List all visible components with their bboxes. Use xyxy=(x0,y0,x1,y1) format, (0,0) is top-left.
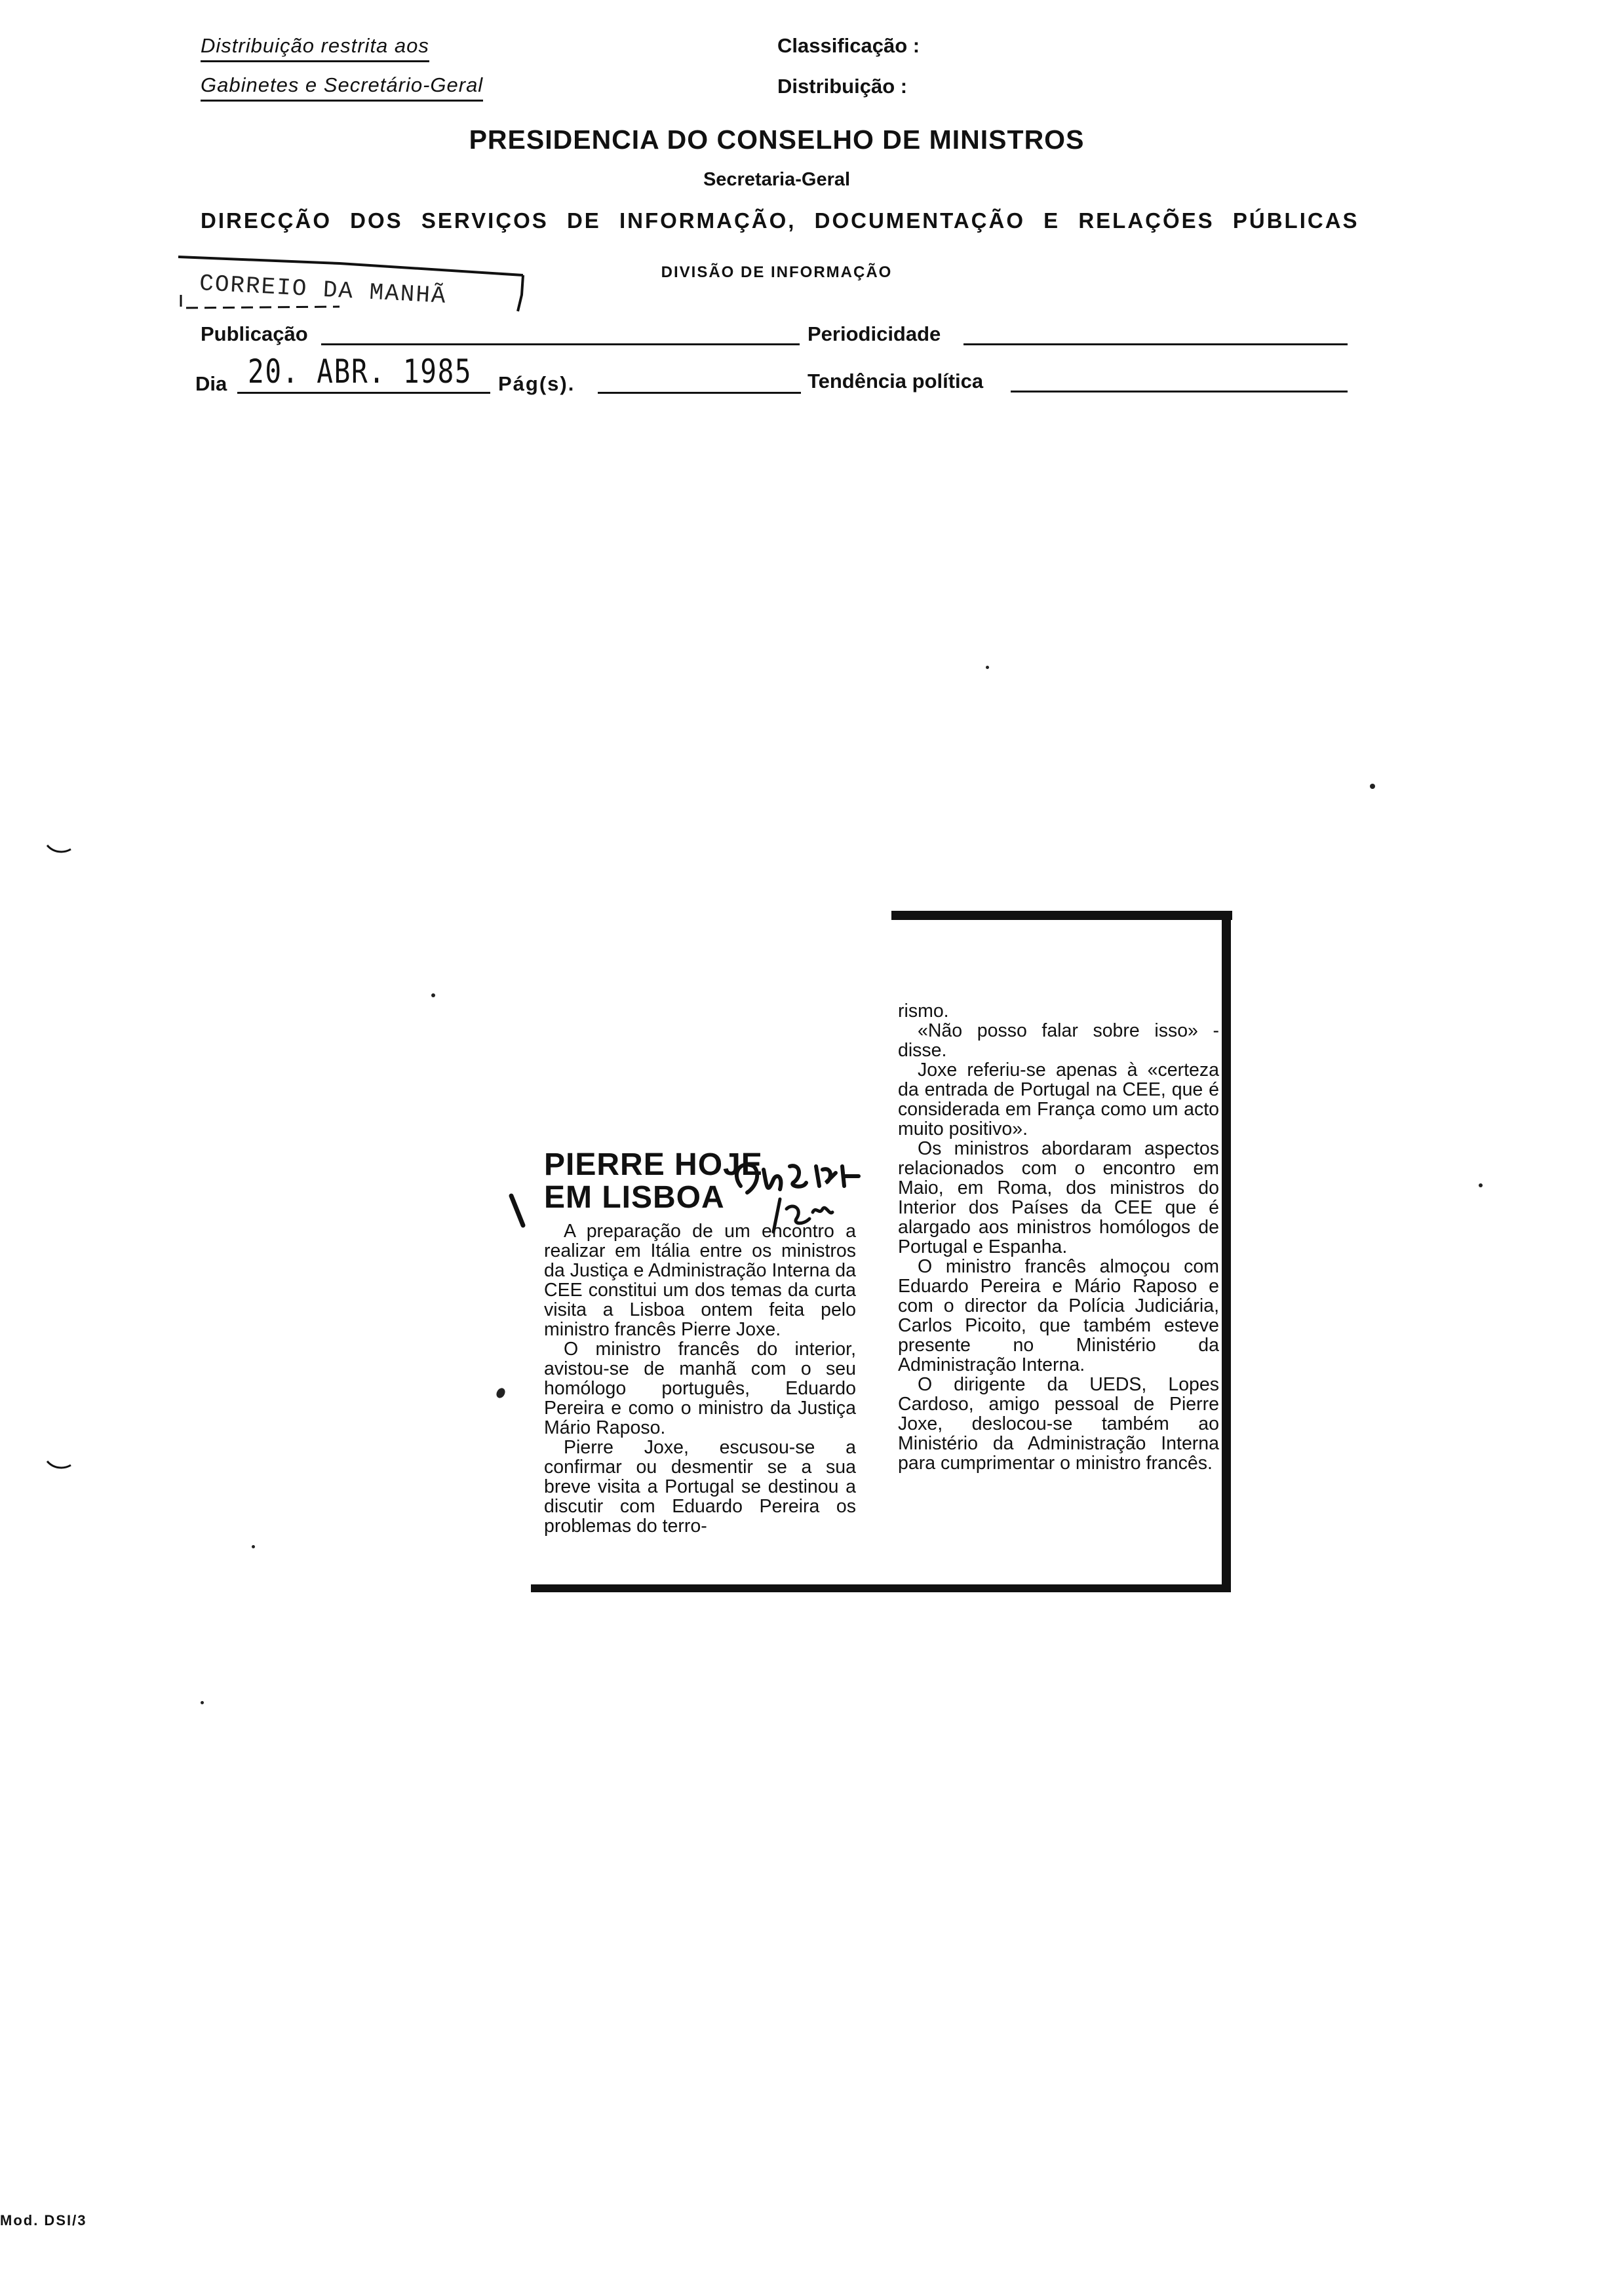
article-right-paragraph: O ministro francês almoçou com Eduardo Pereira e Mário Raposo e com o director da Polícia Judiciária, Carlos Picoito, que também esteve presente no Ministério da Administração Interna. xyxy=(898,1256,1219,1375)
publication-stamp xyxy=(176,249,530,334)
ink-speck xyxy=(201,1701,204,1704)
dia-line xyxy=(237,392,490,394)
periodicidade-line xyxy=(963,343,1348,345)
article-headline-line2: EM LISBOA xyxy=(544,1180,725,1215)
date-stamp: 20. ABR. 1985 xyxy=(248,353,473,391)
margin-curve-mark xyxy=(46,1459,72,1472)
ink-speck xyxy=(252,1545,255,1548)
article-right-paragraph: «Não posso falar sobre isso» - disse. xyxy=(898,1020,1219,1061)
pags-line xyxy=(598,392,801,394)
pags-label: Pág(s). xyxy=(498,372,575,395)
form-code: Mod. DSI/3 xyxy=(0,2212,87,2229)
article-left-paragraph: A preparação de um encontro a realizar em Itália entre os ministros da Justiça e Administração Interna da CEE constitui um dos temas da curta visita a Lisboa ontem feita pelo ministro francês Pierre Joxe. xyxy=(544,1221,856,1340)
article-right-paragraph: O dirigente da UEDS, Lopes Cardoso, amigo pessoal de Pierre Joxe, deslocou-se também ao Ministério da Administração Interna para cumprimentar o ministro francês. xyxy=(898,1374,1219,1474)
article-right-lead: rismo. xyxy=(898,1001,949,1022)
handwritten-annotation xyxy=(728,1147,878,1238)
article-left-column xyxy=(544,1221,856,1536)
publicacao-label: Publicação xyxy=(201,322,308,345)
ink-speck xyxy=(1370,784,1375,789)
page-title: PRESIDENCIA DO CONSELHO DE MINISTROS xyxy=(469,124,1085,155)
direction-heading: DIRECÇÃO DOS SERVIÇOS DE INFORMAÇÃO, DOCUMENTAÇÃO E RELAÇÕES PÚBLICAS xyxy=(201,208,1359,233)
tendencia-label: Tendência política xyxy=(808,370,984,392)
clipping-border-top xyxy=(891,911,1232,920)
article-right-paragraph: Os ministros abordaram aspectos relacionados com o encontro em Maio, em Roma, dos ministros do Interior dos Países da CEE que é alargado aos ministros homólogos de Portugal e Espanha. xyxy=(898,1138,1219,1257)
publicacao-line xyxy=(321,343,800,345)
periodicidade-label: Periodicidade xyxy=(808,322,941,345)
division-heading: DIVISÃO DE INFORMAÇÃO xyxy=(661,263,893,281)
clipping-border-right xyxy=(1222,911,1231,1592)
margin-mark xyxy=(505,1193,531,1232)
news-clipping xyxy=(531,911,1232,1599)
ink-speck xyxy=(986,666,989,669)
dia-label: Dia xyxy=(195,372,227,395)
article-left-paragraph: Pierre Joxe, escusou-se a confirmar ou desmentir se a sua breve visita a Portugal se destinou a discutir com Eduardo Pereira os problemas do terro- xyxy=(544,1437,856,1537)
distribution-restricted-line2: Gabinetes e Secretário-Geral xyxy=(201,73,483,102)
article-right-paragraph: Joxe referiu-se apenas à «certeza da entrada de Portugal na CEE, que é considerada em França como um acto muito positivo». xyxy=(898,1060,1219,1139)
clipping-border-bottom xyxy=(531,1584,1222,1592)
classificacao-label: Classificação : xyxy=(777,34,920,57)
tendencia-line xyxy=(1011,391,1348,392)
article-headline-line1: PIERRE HOJE xyxy=(544,1147,763,1182)
distribution-restricted-line1: Distribuição restrita aos xyxy=(201,34,429,62)
publication-name: CORREIO DA MANHÃ xyxy=(199,270,448,310)
ink-speck xyxy=(495,1387,507,1400)
article-left-paragraph: O ministro francês do interior, avistou-se de manhã com o seu homólogo português, Eduardo Pereira e como o ministro da Justiça Mário Raposo. xyxy=(544,1339,856,1438)
ink-speck xyxy=(431,993,435,997)
margin-curve-mark xyxy=(46,843,72,856)
article-right-column xyxy=(898,1001,1219,1473)
distribuicao-label: Distribuição : xyxy=(777,75,908,98)
page-subtitle: Secretaria-Geral xyxy=(703,169,851,190)
ink-speck xyxy=(1479,1183,1483,1187)
